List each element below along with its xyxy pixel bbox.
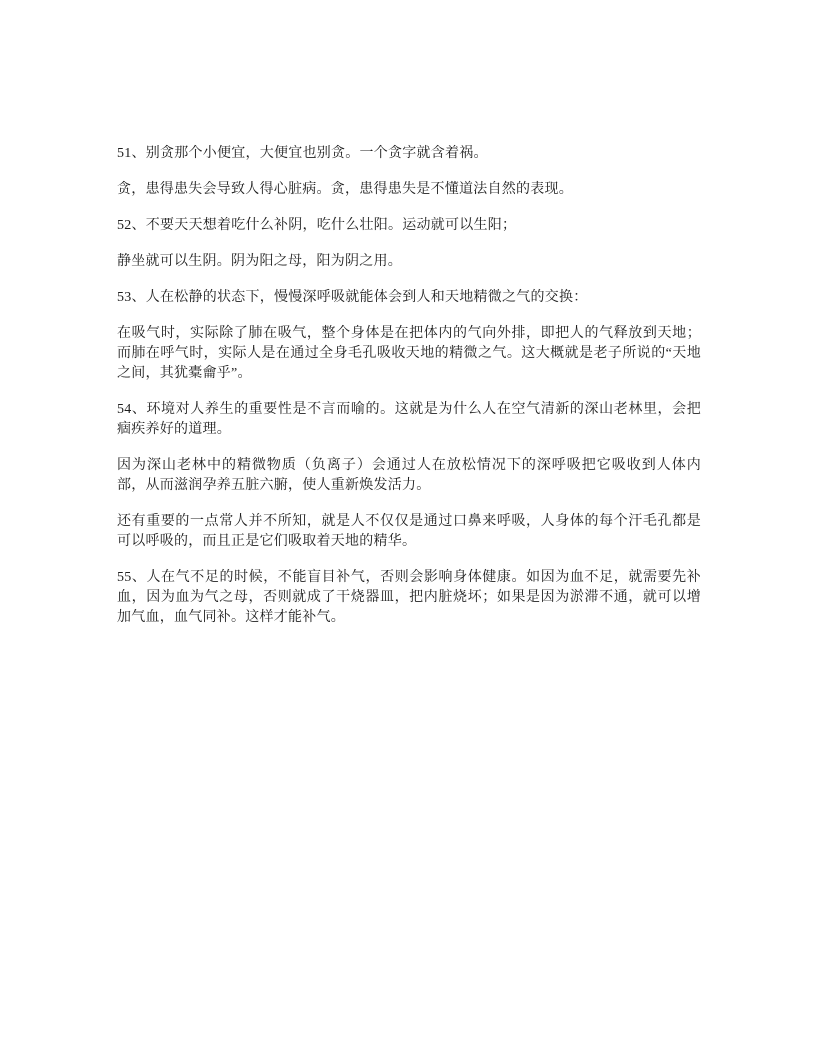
paragraph-54: 54、环境对人养生的重要性是不言而喻的。这就是为什么人在空气清新的深山老林里，会把痼疾养好的道理。: [117, 402, 701, 437]
paragraph-54-note-1: 因为深山老林中的精微物质（负离子）会通过人在放松情况下的深呼吸把它吸收到人体内部，从而滋润孕养五脏六腑，使人重新焕发活力。: [117, 458, 701, 493]
paragraph-51: 51、别贪那个小便宜，大便宜也别贪。一个贪字就含着祸。: [117, 146, 488, 161]
paragraph-54-note-2: 还有重要的一点常人并不所知，就是人不仅仅是通过口鼻来呼吸，人身体的每个汗毛孔都是可以呼吸的，而且正是它们吸取着天地的精华。: [117, 514, 701, 549]
paragraph-51-note: 贪，患得患失会导致人得心脏病。贪，患得患失是不懂道法自然的表现。: [117, 182, 573, 197]
paragraph-53-note: 在吸气时，实际除了肺在吸气，整个身体是在把体内的气向外排，即把人的气释放到天地；而肺在呼气时，实际人是在通过全身毛孔吸收天地的精微之气。这大概就是老子所说的“天地之间，其犹橐龠乎”。: [117, 326, 701, 381]
document-text-block: [117, 144, 701, 644]
paragraph-52: 52、不要天天想着吃什么补阴，吃什么壮阳。运动就可以生阳；: [117, 218, 517, 233]
paragraph-53: 53、人在松静的状态下，慢慢深呼吸就能体会到人和天地精微之气的交换：: [117, 290, 588, 305]
paragraph-55: 55、人在气不足的时候，不能盲目补气，否则会影响身体健康。如因为血不足，就需要先补血，因为血为气之母，否则就成了干烧器皿，把内脏烧坏；如果是因为淤滞不通，就可以增加气血，血气同补。这样才能补气。: [117, 570, 701, 625]
paragraph-52-note: 静坐就可以生阴。阴为阳之母，阳为阴之用。: [117, 254, 402, 269]
